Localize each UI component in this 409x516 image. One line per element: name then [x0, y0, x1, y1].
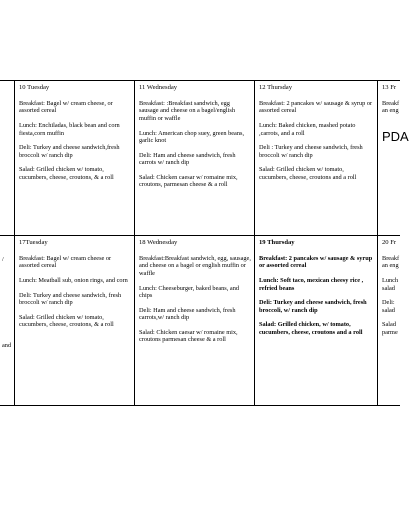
- day-header: 11 Wednesday: [139, 84, 178, 91]
- pda-note: PDA: [382, 129, 409, 144]
- deli-item: Deli: Ham and cheese sandwich, fresh carrots w/ ranch dip: [139, 151, 236, 167]
- grid-line: [14, 80, 15, 406]
- deli-item: Deli : Turkey and cheese sandwich, fresh broccoli w/ ranch dip: [259, 144, 363, 159]
- breakfast-item: Breakf an eng: [382, 254, 400, 270]
- lunch-item: Lunch: Soft taco, mexican cheesy rice , refried beans: [259, 277, 364, 292]
- day-cell-20-friday-clipped: [382, 239, 400, 401]
- day-header: 19 Thursday: [259, 239, 295, 246]
- deli-item: Deli: Turkey and cheese sandwich,fresh broccoli w/ ranch dip: [19, 144, 120, 159]
- day-cell-17-tuesday: [19, 239, 131, 401]
- deli-item: Deli: Ham and cheese sandwich, fresh carrots,w/ ranch dip: [139, 306, 236, 322]
- breakfast-item: Breakfast:Breakfast sandwich, egg, sausage, and cheese on a bagel or english muffin or waffle: [139, 254, 251, 277]
- day-cell-10-tuesday: [19, 84, 131, 232]
- grid-line: [134, 80, 135, 406]
- day-header: 20 Fr: [382, 239, 397, 246]
- breakfast-item: Breakfast: 2 pancakes w/ sausage & syrup or assorted cereal: [259, 254, 373, 270]
- day-header: 13 Fr: [382, 84, 397, 91]
- breakfast-item: Breakfast: :Breakfast sandwich, egg sausage and cheese on a bagel/english muffin or waffle: [139, 99, 235, 122]
- day-cell-clipped-left: [2, 256, 13, 396]
- deli-item: Deli: Turkey and cheese sandwich, fresh broccoli, w/ ranch dip: [259, 299, 367, 314]
- grid-line: [0, 405, 400, 406]
- lunch-item: Lunch: Baked chicken, mashed potato ,carrots, and a roll: [259, 122, 356, 137]
- lunch-item: Lunch salad: [382, 277, 399, 292]
- lunch-item: Lunch: American chop suey, green beans, garlic knot: [139, 129, 245, 145]
- grid-line: [254, 80, 255, 406]
- lunch-item: Lunch: Meatball sub, onion rings, and corn: [19, 277, 128, 284]
- grid-line: [0, 235, 400, 236]
- day-cell-12-thursday: [259, 84, 373, 232]
- grid-line: [0, 80, 400, 81]
- cell-text-fragment: /: [2, 256, 4, 263]
- salad-item: Salad: Chicken caesar w/ romaine mix, croutons parmesan cheese & a roll: [139, 328, 238, 344]
- salad-item: Salad: Grilled chicken, w/ tomato, cucumbers, cheese, croutons and a roll: [259, 321, 363, 336]
- day-cell-11-wednesday: [139, 84, 251, 232]
- salad-item: Salad: Grilled chicken w/ tomato, cucumbers, cheese, croutons, & a roll: [19, 166, 114, 181]
- grid-line: [377, 80, 378, 406]
- day-header: 18 Wednesday: [139, 239, 178, 246]
- day-cell-19-thursday: [259, 239, 373, 401]
- breakfast-item: Breakf an eng: [382, 99, 400, 115]
- deli-item: Deli: Turkey and cheese sandwich, fresh broccoli w/ ranch dip: [19, 291, 122, 307]
- day-cell-18-wednesday: [139, 239, 251, 401]
- deli-item: Deli: salad: [382, 299, 395, 314]
- day-header: 17Tuesday: [19, 239, 48, 246]
- day-header: 10 Tuesday: [19, 84, 50, 91]
- breakfast-item: Breakfast: Bagel w/ cream cheese or assorted cereal: [19, 254, 112, 270]
- breakfast-item: Breakfast: Bagel w/ cream cheese, or assorted cereal: [19, 99, 113, 115]
- salad-item: Salad: Grilled chicken w/ tomato, cucumbers, cheese, croutons, & a roll: [19, 313, 114, 329]
- menu-calendar-grid: [0, 80, 409, 406]
- day-cell-13-friday-clipped: [382, 84, 409, 232]
- lunch-item: Lunch: Enchiladas, black bean and corn fiesta,corn muffin: [19, 122, 120, 137]
- day-header: 12 Thursday: [259, 84, 293, 91]
- salad-item: Salad: Grilled chicken w/ tomato, cucumbers, cheese, croutons and a roll: [259, 166, 357, 181]
- cell-text-fragment: and: [2, 341, 12, 349]
- breakfast-item: Breakfast: 2 pancakes w/ sausage & syrup or assorted cereal: [259, 99, 373, 115]
- salad-item: Salad: Chicken caesar w/ romaine mix, croutons, parmesan cheese & a roll: [139, 173, 238, 189]
- lunch-item: Lunch: Cheeseburger, baked beans, and chips: [139, 284, 239, 300]
- salad-item: Salad parme: [382, 321, 398, 336]
